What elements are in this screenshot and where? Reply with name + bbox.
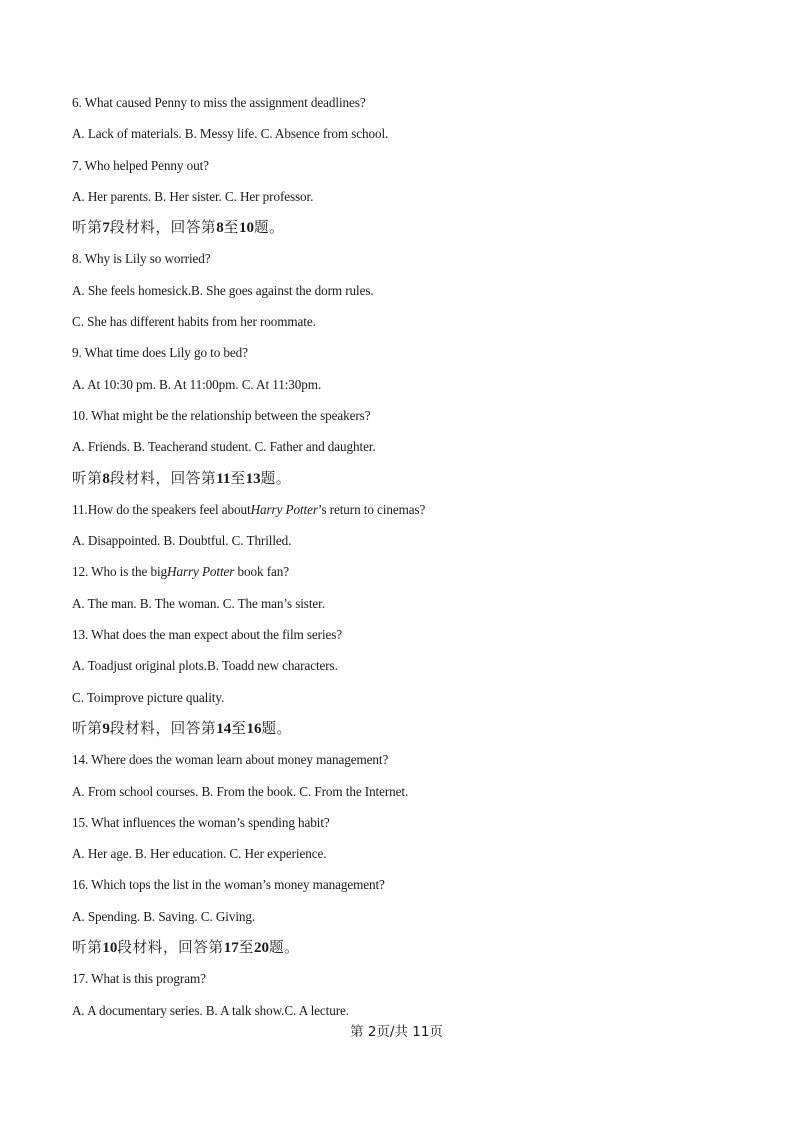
question-text: [72, 499, 732, 530]
answer-options: A. Disappointed. B. Doubtful. C. Thrilled.: [72, 533, 292, 549]
answer-options: A. Spending. B. Saving. C. Giving.: [72, 908, 256, 924]
answer-options: C. Toimprove picture quality.: [72, 689, 225, 705]
question-text: 15. What influences the woman’s spending habit?: [72, 814, 330, 830]
question-text: 8. Why is Lily so worried?: [72, 251, 211, 267]
answer-options: A. Her parents. B. Her sister. C. Her professor.: [72, 188, 314, 204]
answer-options: A. Lack of materials. B. Messy life. C. Absence from school.: [72, 126, 389, 142]
question-text-part: 12. Who is the big: [72, 564, 168, 580]
question-text: 6. What caused Penny to miss the assignment deadlines?: [72, 95, 366, 110]
question-text-part: 11.How do the speakers feel about: [72, 501, 251, 517]
section-heading: 听第10段材料，回答第17至20题。: [72, 939, 300, 957]
question-text: 16. Which tops the list in the woman’s money management?: [72, 877, 385, 893]
question-list: [72, 92, 732, 1031]
question-text-part: ’s return to cinemas?: [317, 501, 426, 517]
answer-options: A. From school courses. B. From the book. C. From the Internet.: [72, 783, 409, 799]
answer-options: A. Her age. B. Her education. C. Her experience.: [72, 846, 327, 862]
question-text: 17. What is this program?: [72, 971, 206, 987]
title-italic: Harry Potter: [250, 501, 318, 517]
title-italic: Harry Potter: [167, 564, 235, 580]
question-text: 7. Who helped Penny out?: [72, 157, 209, 173]
question-text: 13. What does the man expect about the film series?: [72, 627, 343, 643]
question-text: 14. Where does the woman learn about money management?: [72, 752, 389, 768]
question-text: 10. What might be the relationship between the speakers?: [72, 407, 371, 423]
page-footer: 第 2页/共 11页: [350, 1024, 443, 1040]
section-heading: 听第9段材料，回答第14至16题。: [72, 719, 292, 737]
question-text: [72, 561, 732, 592]
answer-options: A. A documentary series. B. A talk show.C. A lecture.: [72, 1002, 349, 1018]
answer-options: A. Friends. B. Teacherand student. C. Father and daughter.: [72, 439, 376, 455]
answer-options: A. She feels homesick.B. She goes against the dorm rules.: [72, 282, 374, 298]
answer-options: C. She has different habits from her roommate.: [72, 314, 316, 330]
answer-options: A. At 10:30 pm. B. At 11:00pm. C. At 11:30pm.: [72, 376, 322, 392]
section-heading: 听第7段材料，回答第8至10题。: [72, 219, 285, 237]
question-text-part: book fan?: [234, 564, 289, 580]
answer-options: A. Toadjust original plots.B. Toadd new characters.: [72, 658, 338, 674]
answer-options: A. The man. B. The woman. C. The man’s sister.: [72, 595, 325, 611]
section-heading: 听第8段材料，回答第11至13题。: [72, 469, 292, 487]
question-text: 9. What time does Lily go to bed?: [72, 345, 248, 361]
